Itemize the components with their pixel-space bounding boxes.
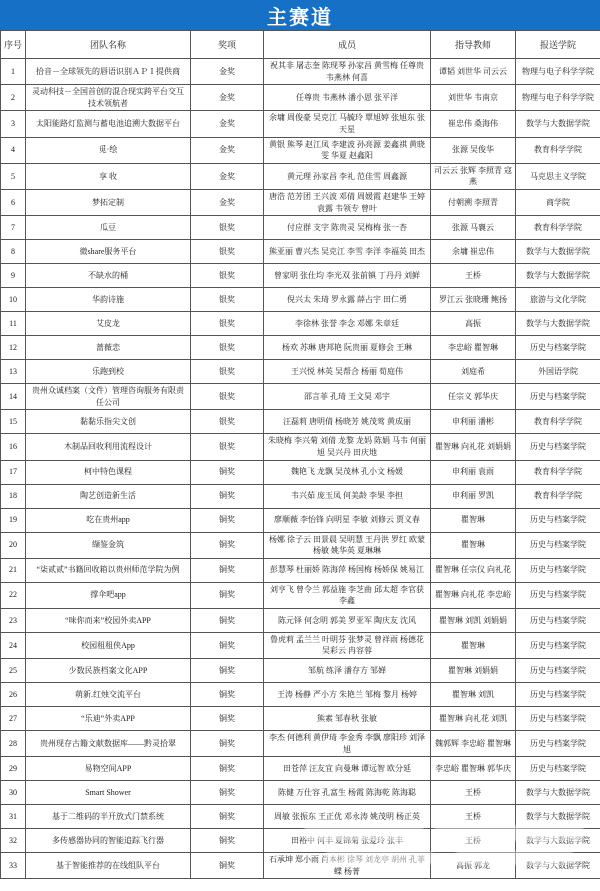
college-cell: 教育科学学院 [516,484,600,508]
team-name-cell: 木制品回收利用流程设计 [26,434,191,460]
row-number-cell: 19 [1,508,26,532]
table-body [1,59,600,879]
members-cell: 田裕中 何丰 夏锦菊 张爱玲 张丰 [264,829,431,853]
college-cell: 历史与档案学院 [516,384,600,410]
advisors-cell: 李忠峪 瞿智琳 郭华庆 [431,757,516,781]
row-number-cell: 30 [1,781,26,805]
award-cell: 铜奖 [191,484,264,508]
table-row [1,582,600,608]
college-cell: 数学与大数据学院 [516,312,600,336]
advisors-cell: 瞿智琳 刘凯 [431,683,516,707]
header-row [1,31,600,59]
table-row [1,829,600,853]
team-name-cell: 不缺水的桶 [26,264,191,288]
members-cell: 韦兴茹 庞玉凤 何美龄 李果 李担 [264,484,431,508]
college-cell: 数学与大数据学院 [516,853,600,879]
table-row [1,216,600,240]
members-cell: 唐浩 范芳团 王兴波 邓倩 周媛霞 赵建华 王婷 袁露 韦领专 曾叶 [264,189,431,215]
advisors-cell: 瞿智琳 [431,532,516,558]
members-cell: 李徐林 张誉 李念 邓娜 朱章廷 [264,312,431,336]
award-cell: 银奖 [191,264,264,288]
col-header-team: 团队名称 [26,31,191,59]
award-cell: 银奖 [191,384,264,410]
table-row [1,360,600,384]
table-row [1,632,600,658]
advisors-cell: 瞿智琳 刘凯 刘娟娟 [431,608,516,632]
team-name-cell: 易物空间APP [26,757,191,781]
team-name-cell: 享 收 [26,163,191,189]
award-cell: 金奖 [191,59,264,85]
award-cell: 铜奖 [191,781,264,805]
team-name-cell: 瓜豆 [26,216,191,240]
advisors-cell: 余墉 崔忠伟 [431,240,516,264]
members-cell: 刘亨飞 曾令兰 郭益施 李芝曲 邱太超 李官获 李鑫 [264,582,431,608]
members-cell: 熊素 邹春秋 张敏 [264,707,431,731]
row-number-cell: 32 [1,829,26,853]
table-row [1,312,600,336]
members-cell: 王兴悦 林英 吴帮合 杨丽 荀庭伟 [264,360,431,384]
table-row [1,805,600,829]
members-cell: 王涛 杨静 严小方 朱艳兰 邹梅 黎月 杨婷 [264,683,431,707]
row-number-cell: 29 [1,757,26,781]
row-number-cell: 21 [1,558,26,582]
advisors-cell: 罗江云 张晓珊 鲍扬 [431,288,516,312]
college-cell: 历史与档案学院 [516,532,600,558]
team-name-cell: 艾皮龙 [26,312,191,336]
advisors-cell: 张源 马襄云 [431,216,516,240]
award-cell: 银奖 [191,360,264,384]
row-number-cell: 26 [1,683,26,707]
advisors-cell: 任宗义 郭华庆 [431,384,516,410]
team-name-cell: 多传感器协同的智能追踪飞行器 [26,829,191,853]
members-cell: 田苍萍 汪友宜 向曼琳 谭远智 欧分延 [264,757,431,781]
college-cell: 教育科学学院 [516,137,600,163]
college-cell: 历史与档案学院 [516,731,600,757]
advisors-cell: 瞿智琳 [431,508,516,532]
team-name-cell: 拾音－全球领先的唇语识别ＡＰＩ提供商 [26,59,191,85]
award-cell: 铜奖 [191,853,264,879]
college-cell: 教育科学学院 [516,460,600,484]
table-row [1,707,600,731]
table-row [1,85,600,111]
team-name-cell: 觅·绘 [26,137,191,163]
award-cell: 铜奖 [191,731,264,757]
award-cell: 银奖 [191,240,264,264]
advisors-cell: 高振 郭龙 [431,853,516,879]
award-cell: 铜奖 [191,829,264,853]
award-cell: 铜奖 [191,532,264,558]
team-name-cell: 柯中特色课程 [26,460,191,484]
table-row [1,853,600,879]
results-table [0,30,600,879]
table-row [1,59,600,85]
team-name-cell: 华韵诗施 [26,288,191,312]
college-cell: 历史与档案学院 [516,608,600,632]
row-number-cell: 6 [1,189,26,215]
row-number-cell: 11 [1,312,26,336]
team-name-cell: 萌新.红烛交流平台 [26,683,191,707]
members-cell: 杨娜 徐子云 田景晨 吴明慧 王丹洪 罗红 欧蒙 杨敏 姚华英 夏琳琳 [264,532,431,558]
members-cell: 黄银 熊琴 赵江凤 李建波 孙亮源 姜鑫祺 黄晓雯 华夏 赵鑫阳 [264,137,431,163]
college-cell: 教育科学学院 [516,216,600,240]
row-number-cell: 4 [1,137,26,163]
award-cell: 金奖 [191,137,264,163]
members-cell: 廖顺薇 李怡锋 向明星 李敏 刘修云 贾义春 [264,508,431,532]
row-number-cell: 20 [1,532,26,558]
row-number-cell: 9 [1,264,26,288]
team-name-cell: 蔷薇恋 [26,336,191,360]
advisors-cell: 瞿智琳 向礼花 刘凯 [431,707,516,731]
advisors-cell: 申利丽 罗凯 [431,484,516,508]
members-cell: 周敏 张振东 王正优 邓永涛 姚茂明 杨正英 [264,805,431,829]
advisors-cell: 李忠峪 瞿智琳 [431,336,516,360]
college-cell: 物理与电子科学学院 [516,85,600,111]
table-row [1,731,600,757]
team-name-cell: 基于二维码的半开放式门禁系统 [26,805,191,829]
advisors-cell: 司云云 张辉 李照青 寇燕 [431,163,516,189]
college-cell: 历史与档案学院 [516,707,600,731]
team-name-cell: 少数民族档案文化APP [26,659,191,683]
team-name-cell: 太阳能路灯监测与蓄电池追溯大数据平台 [26,111,191,137]
members-cell: 祝其非 屠志奎 陈现琴 孙家昌 黄雪梅 任尊贵 韦燕林 何喜 [264,59,431,85]
award-cell: 银奖 [191,336,264,360]
row-number-cell: 15 [1,410,26,434]
college-cell: 数学与大数据学院 [516,240,600,264]
college-cell: 历史与档案学院 [516,683,600,707]
advisors-cell: 王桥 [431,781,516,805]
table-row [1,532,600,558]
award-cell: 银奖 [191,216,264,240]
title-bar [0,0,600,30]
table-row [1,410,600,434]
college-cell: 历史与档案学院 [516,508,600,532]
award-cell: 铜奖 [191,632,264,658]
row-number-cell: 1 [1,59,26,85]
advisors-cell: 谭韬 刘世华 司云云 [431,59,516,85]
advisors-cell: 申利丽 袁雨 [431,460,516,484]
row-number-cell: 24 [1,632,26,658]
table-row [1,460,600,484]
college-cell: 数学与大数据学院 [516,829,600,853]
table-row [1,384,600,410]
team-name-cell: 贵州众诚档案（文件）管理咨询服务有限责任公司 [26,384,191,410]
advisors-cell: 刘庭希 [431,360,516,384]
row-number-cell: 18 [1,484,26,508]
advisors-cell: 魏郭辉 李忠峪 瞿智琳 [431,731,516,757]
table-row [1,264,600,288]
members-cell: 石承坤 郑小雨 肖本彬 徐琴 刘龙亭 胡州 孔菲蝶 杨菁 [264,853,431,879]
table-row [1,508,600,532]
team-name-cell: 贵州现存古籍文献数据库——黔灵拾翠 [26,731,191,757]
advisors-cell: 付朝溯 李照青 [431,189,516,215]
members-cell: 曾家明 张仕均 李光双 张前镇 丁丹丹 刘鲜 [264,264,431,288]
college-cell: 物理与电子科学学院 [516,59,600,85]
row-number-cell: 33 [1,853,26,879]
members-cell: 朱晓梅 李兴菊 刘倩 龙黎 龙妈 陈娟 马韦 何丽旭 吴兴丹 田庆地 [264,434,431,460]
members-cell: 汪磊莉 唐明倩 杨晓芳 姚茂莺 黄成丽 [264,410,431,434]
advisors-cell: 瞿智琳 向礼花 刘娟娟 [431,434,516,460]
members-cell: 余墉 周俊豪 吴克江 马毓玲 覃旭婷 张旭东 张天星 [264,111,431,137]
row-number-cell: 7 [1,216,26,240]
table-row [1,558,600,582]
college-cell: 商学院 [516,189,600,215]
row-number-cell: 25 [1,659,26,683]
members-cell: 任尊贵 韦燕林 潘小恩 张平洋 [264,85,431,111]
table-row [1,163,600,189]
table-row [1,484,600,508]
college-cell: 历史与档案学院 [516,632,600,658]
award-cell: 铜奖 [191,805,264,829]
award-cell: 铜奖 [191,757,264,781]
college-cell: 旅游与文化学院 [516,288,600,312]
team-name-cell: “味你而来”校园外卖APP [26,608,191,632]
team-name-cell: 陶艺创造新生活 [26,484,191,508]
college-cell: 外国语学院 [516,360,600,384]
row-number-cell: 17 [1,460,26,484]
row-number-cell: 3 [1,111,26,137]
members-cell: 李杰 何德利 黄伊琦 李金秀 李飘 廖阳珍 刘泽旭 [264,731,431,757]
team-name-cell: 缬鉴金筑 [26,532,191,558]
team-name-cell: 微share服务平台 [26,240,191,264]
table-row [1,288,600,312]
college-cell: 数学与大数据学院 [516,264,600,288]
table-header [1,31,600,59]
members-cell: 黄元理 孙家昌 李礼 范佳雪 周鑫源 [264,163,431,189]
team-name-cell: 灵动科技－全国首创的混合现实跨平台交互技术领航者 [26,85,191,111]
table-row [1,757,600,781]
members-cell: 熊亚丽 曹兴杰 吴克江 李雪 李洋 李福英 田杰 [264,240,431,264]
college-cell: 历史与档案学院 [516,336,600,360]
table-row [1,434,600,460]
page-title: 主赛道 [267,6,333,29]
members-cell: 付应群 支字 陈贵灵 吴梅梅 张一杏 [264,216,431,240]
members-cell: 邵言菲 孔琦 王文昊 邓宇 [264,384,431,410]
award-cell: 金奖 [191,163,264,189]
team-name-cell: 基于智能推荐的在线组队平台 [26,853,191,879]
table-row [1,336,600,360]
award-cell: 银奖 [191,434,264,460]
members-cell: 彭慧琴 杜丽娇 陈海萍 杨国梅 杨娇保 姚易江 [264,558,431,582]
table-row [1,240,600,264]
advisors-cell: 王桥 [431,829,516,853]
table-row [1,189,600,215]
members-cell: 倪兴太 朱琦 罗永露 薛占宇 田仁勇 [264,288,431,312]
award-cell: 银奖 [191,288,264,312]
table-row [1,683,600,707]
row-number-cell: 2 [1,85,26,111]
advisors-cell: 崔忠伟 桑海伟 [431,111,516,137]
col-header-college: 报送学院 [516,31,600,59]
advisors-cell: 王桥 [431,264,516,288]
award-cell: 银奖 [191,410,264,434]
table-row [1,781,600,805]
row-number-cell: 13 [1,360,26,384]
table-row [1,137,600,163]
award-cell: 铜奖 [191,707,264,731]
table-row [1,608,600,632]
award-cell: 铜奖 [191,608,264,632]
college-cell: 数学与大数据学院 [516,111,600,137]
team-name-cell: 乐跑到校 [26,360,191,384]
row-number-cell: 27 [1,707,26,731]
members-cell: 魏艳飞 龙飘 吴茂林 孔小文 杨媛 [264,460,431,484]
award-cell: 金奖 [191,189,264,215]
row-number-cell: 23 [1,608,26,632]
college-cell: 历史与档案学院 [516,582,600,608]
award-cell: 铜奖 [191,582,264,608]
advisors-cell: 高振 [431,312,516,336]
advisors-cell: 王桥 [431,805,516,829]
row-number-cell: 28 [1,731,26,757]
team-name-cell: 撑伞吧app [26,582,191,608]
award-cell: 银奖 [191,312,264,336]
advisors-cell: 申利丽 潘彬 [431,410,516,434]
team-name-cell: “乐迪”外卖APP [26,707,191,731]
members-cell: 陈健 万仕容 孔富生 杨霞 陈海乾 陈海聪 [264,781,431,805]
award-cell: 铜奖 [191,508,264,532]
team-name-cell: 梦拓定制 [26,189,191,215]
row-number-cell: 31 [1,805,26,829]
col-header-advisors: 指导教师 [431,31,516,59]
award-cell: 铜奖 [191,683,264,707]
advisors-cell: 张源 吴俊华 [431,137,516,163]
team-name-cell: Smart Shower [26,781,191,805]
award-cell: 铜奖 [191,659,264,683]
college-cell: 数学与大数据学院 [516,781,600,805]
advisors-cell: 刘世华 韦南京 [431,85,516,111]
college-cell: 历史与档案学院 [516,757,600,781]
college-cell: 马克思主义学院 [516,163,600,189]
award-cell: 铜奖 [191,558,264,582]
college-cell: 历史与档案学院 [516,558,600,582]
college-cell: 数学与大数据学院 [516,805,600,829]
team-name-cell: “柒贰贰”书籍回收箱以贵州师范学院为例 [26,558,191,582]
row-number-cell: 16 [1,434,26,460]
row-number-cell: 8 [1,240,26,264]
members-cell: 鲁虎莉 孟兰兰 叶明芬 张梦灵 曾祥雨 杨德花 吴彩云 冉容蓉 [264,632,431,658]
row-number-cell: 22 [1,582,26,608]
award-cell: 金奖 [191,85,264,111]
members-cell: 杨欢 苏琳 唐邦艳 阮贵丽 夏修会 王琳 [264,336,431,360]
members-cell: 陈元铎 何念明 郭美 罗亚军 陶庆友 沈风 [264,608,431,632]
advisors-cell: 瞿智琳 刘娟娟 [431,659,516,683]
college-cell: 教育科学学院 [516,410,600,434]
college-cell: 历史与档案学院 [516,434,600,460]
advisors-cell: 瞿智琳 向礼花 李忠峪 [431,582,516,608]
award-cell: 铜奖 [191,460,264,484]
col-header-members: 成员 [264,31,431,59]
row-number-cell: 5 [1,163,26,189]
team-name-cell: 吃在贵州app [26,508,191,532]
team-name-cell: 黏黏乐指尖文创 [26,410,191,434]
col-header-award: 奖项 [191,31,264,59]
table-row [1,111,600,137]
row-number-cell: 12 [1,336,26,360]
row-number-cell: 10 [1,288,26,312]
college-cell: 历史与档案学院 [516,659,600,683]
col-header-no: 序号 [1,31,26,59]
row-number-cell: 14 [1,384,26,410]
award-cell: 金奖 [191,111,264,137]
advisors-cell: 瞿智琳 [431,632,516,658]
members-cell: 邹航 练泽 潘存方 邹婵 [264,659,431,683]
table-row [1,659,600,683]
advisors-cell: 瞿智琳 任宗仪 向礼花 [431,558,516,582]
team-name-cell: 校园租租侠App [26,632,191,658]
